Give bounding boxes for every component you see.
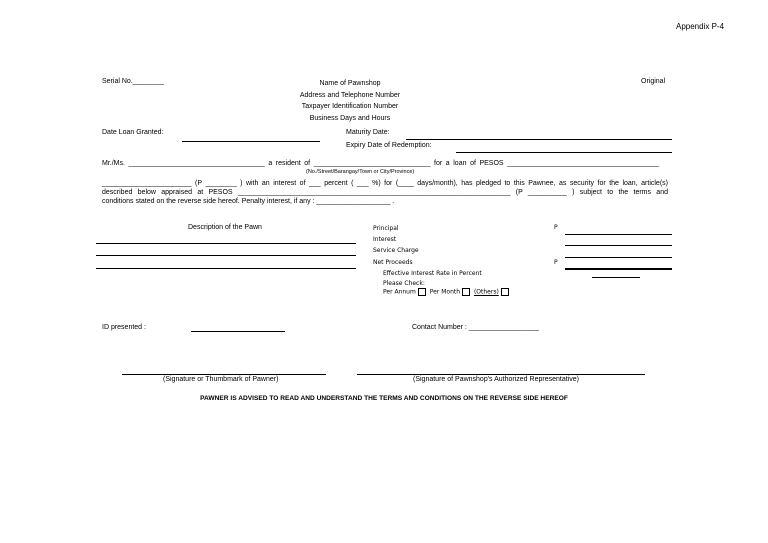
loan-line-2: _______________________ (P ________ ) with an interest of ___ percent ( ___ %) for (____ days/month), has pledged to this Pawnee, as security for the loan, article(s) xyxy=(102,180,668,187)
peso-sign: P xyxy=(554,259,558,266)
service-charge-label: Service Charge xyxy=(373,247,419,254)
pawnshop-address: Address and Telephone Number xyxy=(299,91,401,99)
address-hint: (No./Street/Barangay/Town or City/Province) xyxy=(306,169,415,175)
date-loan-granted-label: Date Loan Granted: xyxy=(102,129,164,136)
per-annum-label: Per Annum xyxy=(383,288,416,296)
others-checkbox[interactable] xyxy=(501,288,509,296)
pawnshop-header xyxy=(250,78,450,124)
appendix-label: Appendix P-4 xyxy=(676,22,725,31)
pawnshop-tin: Taxpayer Identification Number xyxy=(301,103,399,110)
interest-field[interactable] xyxy=(565,245,672,246)
pawner-signature-label: (Signature or Thumbmark of Pawner) xyxy=(163,376,279,383)
representative-signature-label: (Signature of Pawnshop's Authorized Representative) xyxy=(413,376,579,383)
loan-line-1: Mr./Ms. ___________________________________ a resident of ______________________________ for a loan of PESOS _______________________________________ xyxy=(102,160,659,167)
description-line[interactable] xyxy=(96,268,356,269)
description-label: Description of the Pawn xyxy=(188,224,262,231)
net-proceeds-label: Net Proceeds xyxy=(373,259,413,266)
maturity-date-label: Maturity Date: xyxy=(346,129,390,136)
per-annum-checkbox[interactable] xyxy=(418,288,426,296)
description-line[interactable] xyxy=(96,243,356,244)
reverse-side-notice: PAWNER IS ADVISED TO READ AND UNDERSTAND THE TERMS AND CONDITIONS ON THE REVERSE SIDE HEREOF xyxy=(200,395,568,402)
principal-label: Principal xyxy=(373,225,399,232)
please-check-label: Please Check: xyxy=(383,280,425,287)
net-proceeds-field[interactable] xyxy=(565,268,672,270)
id-presented-field[interactable] xyxy=(191,331,285,332)
contact-number: Contact Number : __________________ xyxy=(412,324,539,331)
loan-line-3: described below appraised at PESOS ______________________________________________________________________ (P __________ ) subject to the terms and xyxy=(102,189,668,196)
pawnshop-name: Name of Pawnshop xyxy=(319,80,381,87)
maturity-date-field[interactable] xyxy=(406,139,672,140)
per-month-checkbox[interactable] xyxy=(462,288,470,296)
loan-line-4: conditions stated on the reverse side hereof. Penalty interest, if any : ___________________ . xyxy=(102,198,395,205)
expiry-date-label: Expiry Date of Redemption: xyxy=(346,142,432,149)
others-label: (Others) xyxy=(473,288,499,296)
effective-rate-field[interactable] xyxy=(592,277,640,278)
per-month-label: Per Month xyxy=(429,288,461,296)
description-line[interactable] xyxy=(96,255,356,256)
serial-number: Serial No.________ xyxy=(102,78,164,85)
representative-signature-line[interactable] xyxy=(357,374,645,375)
interest-label: Interest xyxy=(373,236,397,243)
original-label: Original xyxy=(641,78,666,85)
pawner-signature-line[interactable] xyxy=(122,374,326,375)
rate-period-options xyxy=(383,288,511,296)
pawnshop-hours: Business Days and Hours xyxy=(309,114,391,122)
date-loan-granted-field[interactable] xyxy=(182,141,320,142)
expiry-date-field[interactable] xyxy=(456,152,672,153)
id-presented-label: ID presented : xyxy=(102,324,146,331)
peso-sign: P xyxy=(554,224,558,231)
effective-rate-label: Effective Interest Rate in Percent xyxy=(383,270,482,277)
service-charge-field[interactable] xyxy=(565,257,672,258)
principal-field[interactable] xyxy=(565,234,672,235)
